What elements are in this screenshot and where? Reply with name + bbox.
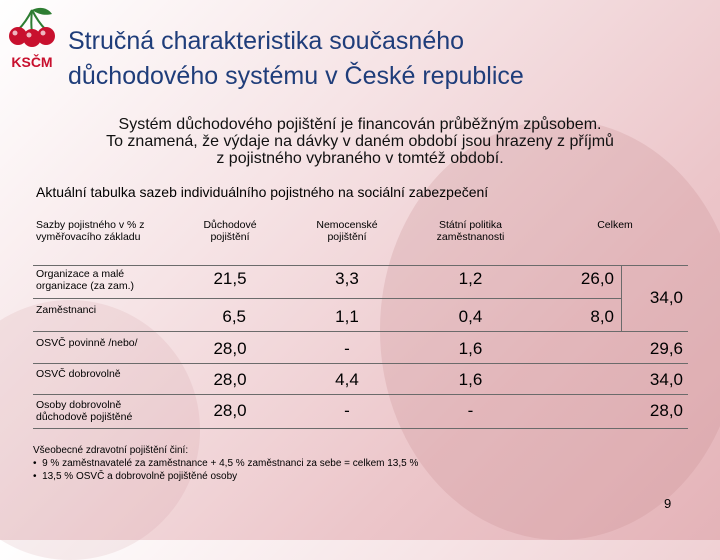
title-line: Stručná charakteristika současného [68,27,465,55]
page-number: 9 [664,496,672,511]
table-cell: 1,6 [458,339,483,358]
column-header: Celkem [597,219,633,231]
table-divider [33,363,688,364]
column-header: Sazby pojistného v % z vyměřovacího základu [36,219,145,243]
table-divider [33,298,621,299]
page-title [68,24,708,94]
column-header: Důchodové pojištění [203,219,257,243]
table-divider [33,394,688,395]
intro-line: To znamená, že výdaje na dávky v daném období jsou hrazeny z příjmů [106,133,614,150]
party-logo [4,4,60,74]
row-label: OSVČ dobrovolně [36,368,121,380]
intro-line: Systém důchodového pojištění je financován průběžným způsobem. [118,116,602,133]
table-cell: 8,0 [590,307,614,326]
table-cell: 1,1 [335,307,359,326]
intro-paragraph [30,116,690,167]
list-item-text: 13,5 % OSVČ a dobrovolně pojištěné osoby [42,471,238,482]
table-divider [33,265,688,266]
row-label: Organizace a malé organizace (za zam.) [36,268,135,292]
list-item: • 13,5 % OSVČ a dobrovolně pojištěné osoby [33,471,238,482]
table-cell: 21,5 [213,269,247,288]
row-label: Zaměstnanci [36,304,97,316]
table-cell: 28,0 [649,401,683,420]
table-divider [33,331,688,332]
health-insurance-notes [33,444,693,483]
logo-text: KSČM [11,54,53,70]
row-label: Osoby dobrovolně důchodově pojištěné [36,399,133,423]
table-cell: - [344,339,350,358]
intro-line: z pojistného vybraného v tomtéž období. [216,150,504,167]
table-divider [33,428,688,429]
title-line: důchodového systému v České republice [68,62,524,90]
column-header: Státní politika zaměstnanosti [436,219,505,243]
list-item: • 9 % zaměstnavatelé za zaměstnance + 4,5 % zaměstnanci za sebe = celkem 13,5 % [33,458,419,469]
table-cell: 4,4 [335,370,359,389]
table-cell: 1,6 [458,370,483,389]
table-cell: 6,5 [222,307,246,326]
row-label: OSVČ povinně /nebo/ [36,337,138,349]
table-cell: 1,2 [458,269,483,288]
table-cell: 28,0 [213,339,247,358]
table-cell: - [467,401,474,420]
column-header: Nemocenské pojištění [316,219,378,243]
table-divider [621,265,622,331]
table-cell: 29,6 [649,339,683,358]
table-cell: 0,4 [458,307,483,326]
table-cell: 26,0 [580,269,614,288]
notes-heading: Všeobecné zdravotní pojištění činí: [33,445,189,456]
combined-total-cell: 34,0 [649,288,683,307]
table-cell: 28,0 [213,401,247,420]
table-title: Aktuální tabulka sazeb individuálního pojistného na sociální zabezpečení [36,184,489,200]
list-item-text: 9 % zaměstnavatelé za zaměstnance + 4,5 % zaměstnanci za sebe = celkem 13,5 % [42,458,419,469]
table-cell: 34,0 [649,370,683,389]
table-cell: 3,3 [335,269,359,288]
table-cell: - [344,401,350,420]
table-cell: 28,0 [213,370,247,389]
